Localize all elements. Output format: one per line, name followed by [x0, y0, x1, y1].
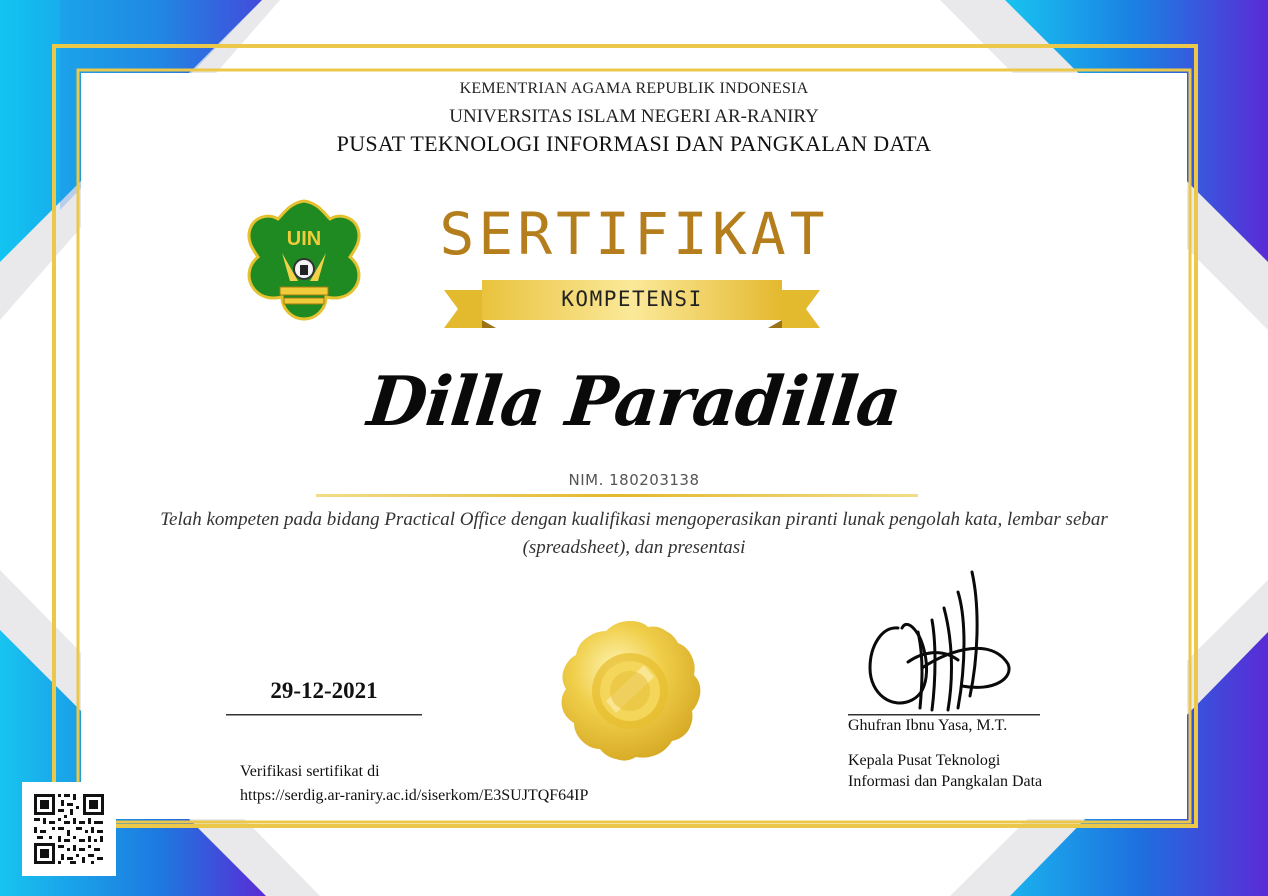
university-logo-icon: [244, 198, 364, 324]
student-nim: NIM. 180203138: [568, 471, 700, 489]
qr-code-icon[interactable]: [22, 782, 116, 876]
competency-description: [130, 506, 1138, 562]
header-ministry: KEMENTRIAN AGAMA REPUBLIK INDONESIA: [459, 80, 809, 97]
logo-text: UIN: [286, 228, 322, 250]
qr-code-container: [22, 782, 116, 876]
header-university: UNIVERSITAS ISLAM NEGERI AR-RANIRY: [449, 106, 819, 127]
signatory-position-line-2: Informasi dan Pangkalan Data: [848, 773, 1043, 790]
verification-label: Verifikasi sertifikat di: [240, 763, 380, 780]
description-line-2: (spreadsheet), dan presentasi: [522, 537, 746, 558]
verification-block: [240, 760, 588, 808]
signatory-name: Ghufran Ibnu Yasa, M.T.: [848, 717, 1008, 734]
signature-icon: [862, 568, 1014, 718]
recipient-name: Dilla Paradilla: [364, 362, 904, 442]
gold-seal-icon: [556, 618, 704, 764]
certificate-type: KOMPETENSI: [561, 287, 703, 311]
certificate-title: SERTIFIKAT: [439, 200, 829, 268]
signatory-position: [848, 750, 1042, 792]
signatory-position-line-1: Kepala Pusat Teknologi: [848, 752, 1001, 769]
header-unit: PUSAT TEKNOLOGI INFORMASI DAN PANGKALAN DATA: [336, 131, 932, 156]
verification-url[interactable]: https://serdig.ar-raniry.ac.id/siserkom/E3SUJTQF64IP: [240, 787, 589, 804]
certificate-date: 29-12-2021: [270, 678, 378, 703]
description-line-1: Telah kompeten pada bidang Practical Office dengan kualifikasi mengoperasikan piranti lunak pengolah kata, lembar sebar: [160, 509, 1108, 530]
